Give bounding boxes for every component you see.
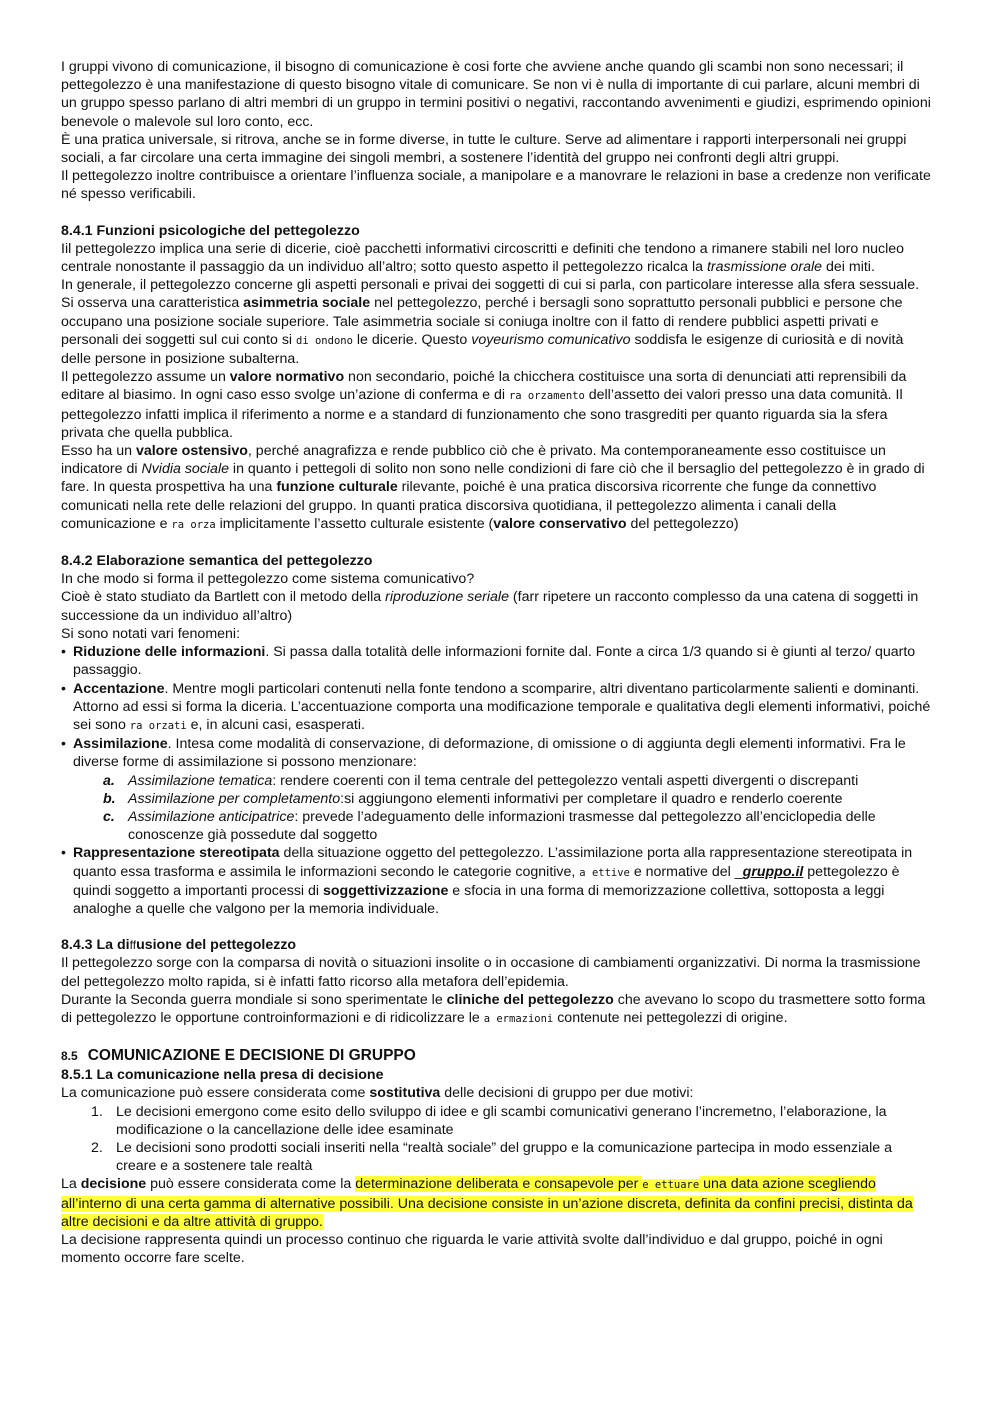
motives-list: [61, 1103, 931, 1176]
paragraph: Esso ha un valore ostensivo, perché anagrafizza e rende pubblico ciò che è privato. Ma contemporaneamente esso costituisce un indicatore di Nvidia sociale in quanto i pettegoli di solito non sono nelle condizioni di fare ciò che il bersaglio del pettegolezzo è in grado di fare. In questa prospettiva ha una funzione culturale rilevante, poiché è una pratica discorsiva ricorrente che funge da connettivo comunicati nella rete delle relazioni del gruppo. In quanti pratica discorsiva quotidiana, il pettegolezzo alimenta i canali della comunicazione e ra orza implicitamente l’assetto culturale esistente (valore conservativo del pettegolezzo): [61, 443, 925, 532]
list-item: • Riduzione delle informazioni. Si passa dalla totalità delle informazioni fornite dal. Fonte a circa 1/3 quando si è giunti al terzo/ quarto passaggio.: [61, 643, 931, 679]
paragraph: La comunicazione può essere considerata come sostitutiva delle decisioni di gruppo per due motivi:: [61, 1085, 694, 1102]
list-item: 2. Le decisioni sono prodotti sociali inseriti nella “realtà sociale” del gruppo e la comunicazione partecipa in modo essenziale a creare e a sostenere tale realtà: [91, 1139, 893, 1175]
list-item: • Assimilazione. Intesa come modalità di conservazione, di deformazione, di omissione o di aggiunta degli elementi informativi. Fra le diverse forme di assimilazione si possono menzionare: a. Assimilazione tematica: rendere coerenti con il tema centrale del pettegolezzo ventali aspetti divergenti o discrepanti b. Assimilazione per completamento:si aggiungono elementi informativi per completare il quadro e renderlo coerente c. Assimilazione anticipatrice: prevede l’adeguamento delle informazioni trasmesse dal pettegolezzo all’enciclopedia delle conoscenze già possedute dal soggetto: [61, 735, 931, 844]
paragraph: Durante la Seconda guerra mondiale si sono sperimentate le cliniche del pettegolezzo che avevano lo scopo du trasmettere sotto forma di pettegolezzo le opportune controinformazioni e di ridicolizzare le a ermazioni contenute nei pettegolezzi di origine.: [61, 991, 926, 1026]
paragraph: La decisione rappresenta quindi un processo continuo che riguarda le varie attività svolte dall’individuo e dal gruppo, poiché in ogni momento occorre fare scelte.: [61, 1231, 883, 1267]
paragraph: Cioè è stato studiato da Bartlett con il metodo della riproduzione seriale (farr ripetere un racconto complesso da una catena di soggetti in successione da un individuo all’altro): [61, 589, 919, 624]
section-heading-8-4-1: 8.4.1 Funzioni psicologiche del pettegolezzo: [61, 222, 360, 239]
list-item: 1. Le decisioni emergono come esito dello sviluppo di idee e gli scambi comunicativi generano l’incremetno, l’elaborazione, la modificazione o la cancellazione delle idee esaminate: [91, 1103, 887, 1138]
list-item: • Rappresentazione stereotipata della situazione oggetto del pettegolezzo. L’assimilazione porta alla rappresentazione stereotipata in quanto essa trasforma e assimila le informazioni secondo le categorie cognitive, a ettive e normative del _gruppo.il pettegolezzo è quindi soggetto a importanti processi di soggettivizzazione e sfocia in una forma di memorizzazione collettiva, sottoposta a leggi analoghe a quelle che valgono per la memoria individuale.: [61, 844, 931, 918]
intro-paragraph: È una pratica universale, si ritrova, anche se in forme diverse, in tutte le culture. Serve ad alimentare i rapporti interpersonali nei gruppi sociali, a far circolare una certa immagine dei singoli membri, a sostenere l’identità del gruppo nei confronti degli altri gruppi.: [61, 131, 907, 167]
chapter-heading-8-5: 8.5 COMUNICAZIONE E DECISIONE DI GRUPPO: [61, 1047, 416, 1065]
document-page: [61, 58, 931, 1267]
paragraph: In che modo si forma il pettegolezzo come sistema comunicativo?: [61, 571, 475, 588]
list-item: b. Assimilazione per completamento:si aggiungono elementi informativi per completare il quadro e renderlo coerente: [103, 790, 843, 807]
paragraph: Il pettegolezzo assume un valore normativo non secondario, poiché la chicchera costituisce una sorta di denunciati atti reprensibili da editare al biasimo. In ogni caso esso svolge un’azione di conferma e di ra orzamento dell’assetto dei valori presso una data comunità. Il pettegolezzo infatti implica il riferimento a norme e a standard di funzionamento che sono trasgrediti per quanto riguarda sia la sfera privata che quella pubblica.: [61, 369, 907, 441]
phenomena-list: [61, 643, 931, 918]
section-heading-8-5-1: 8.5.1 La comunicazione nella presa di decisione: [61, 1067, 384, 1084]
paragraph: In generale, il pettegolezzo concerne gli aspetti personali e privai dei soggetti di cui si parla, con particolare interesse alla sfera sessuale. Si osserva una caratteristica asimmetria sociale nel pettegolezzo, perché i bersagli sono soprattutto personali pubblici e persone che occupano una posizione sociale superiore. Tale asimmetria sociale si coniuga inoltre con il fatto di rendere pubblici aspetti privati e personali dei soggetti sul cui conto si di ondono le dicerie. Questo voyeurismo comunicativo soddisfa le esigenze di curiosità e di novità delle persone in posizione subalterna.: [61, 277, 920, 368]
paragraph: Iil pettegolezzo implica una serie di dicerie, cioè pacchetti informativi circoscritti e definiti che tendono a rimanere stabili nel loro nucleo centrale nonostante il passaggio da un individuo all’altro; sotto questo aspetto il pettegolezzo ricalca la trasmissione orale dei miti.: [61, 240, 904, 276]
intro-paragraph: Il pettegolezzo inoltre contribuisce a orientare l’influenza sociale, a manipolare e a manovrare le relazioni in base a credenze non verificate né spesso verificabili.: [61, 168, 931, 203]
intro-paragraph: I gruppi vivono di comunicazione, il bisogno di comunicazione è cosi forte che avviene anche quando gli scambi non sono necessari; il pettegolezzo è una manifestazione di questo bisogno vitale di comunicare. Se non vi è nulla di importante di cui parlare, alcuni membri di un gruppo spesso parlano di altri membri di un gruppo in termini positivi o negativi, raccontando avvenimenti e giudizi, esprimendo opinioni benevole o malevole sul loro conto, ecc.: [61, 59, 931, 130]
list-item: c. Assimilazione anticipatrice: prevede l’adeguamento delle informazioni trasmesse dal pettegolezzo all’enciclopedia delle conoscenze già possedute dal soggetto: [103, 808, 876, 844]
section-heading-8-4-2: 8.4.2 Elaborazione semantica del pettegolezzo: [61, 553, 373, 570]
paragraph: Si sono notati vari fenomeni:: [61, 625, 241, 642]
assimilation-sublist: [73, 772, 931, 845]
paragraph: Il pettegolezzo sorge con la comparsa di novità o situazioni insolite o in occasione di cambiamenti organizzativi. Di norma la trasmissione del pettegolezzo molto rapida, si è infatti fatto ricorso alla metafora dell’epidemia.: [61, 955, 921, 990]
highlighted-paragraph: La decisione può essere considerata come la determinazione deliberata e consapevole per e ettuare una data azione scegliendo all’interno di una certa gamma di alternative possibili. Una decisione consiste in un’azione discreta, definita da confini precisi, distinta da altre decisioni e da altre attività di gruppo.: [61, 1176, 913, 1230]
list-item: • Accentazione. Mentre mogli particolari contenuti nella fonte tendono a scomparire, altri diventano particolarmente salienti e dominanti. Attorno ad essi si forma la diceria. L’accentuazione comporta una modificazione temporale e qualitativa degli elementi informativi, poiché sei sono ra orzati e, in alcuni casi, esasperati.: [61, 680, 931, 736]
section-heading-8-4-3: 8.4.3 La diffusione del pettegolezzo: [61, 937, 297, 954]
list-item: a. Assimilazione tematica: rendere coerenti con il tema centrale del pettegolezzo ventali aspetti divergenti o discrepanti: [103, 772, 859, 789]
